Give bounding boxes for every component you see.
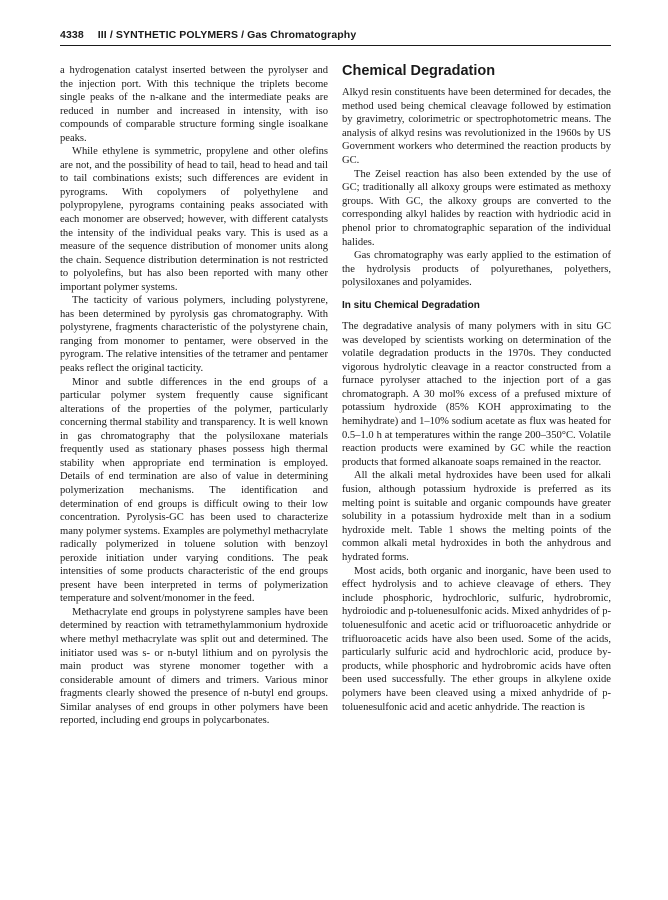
subsection-heading: In situ Chemical Degradation (342, 299, 480, 311)
page-number: 4338 (60, 29, 84, 41)
paragraph: The degradative analysis of many polymers with in situ GC was developed by scientists working on determination of the volatile degradation products in the 1970s. They conducted vigorous hydrolytic cleavage in a reactor constructed from a furnace pyrolyser attached to the injection port of a gas chromatograph. A 30 mol% excess of a prefused mixture of potassium hydroxide (85% KOH approximating to the hemihydrate) and 1–10% sodium acetate as flux was heated for 0.5–1.0 h at temperatures within the range 200–350°C. Volatile reaction products were examined by GC while the reaction products that formed alkanoate soaps remained in the reactor. (342, 320, 611, 468)
paragraph: Most acids, both organic and inorganic, have been used to effect hydrolysis and to achieve cleavage of ethers. They include phosphoric, hydrochloric, sulfuric, hydrobromic, hydroiodic and p-toluenesulfonic acids. Mixed anhydrides of p-toluenesulfonic and acetic acid or trifluoroacetic anhydride or trifluoroacetic acids have also been used. Some of the acids, particularly sulfuric acid and hydrochloric acid, produce by-products, while phosphoric and hydrobromic acids have often been used successfully. The ether groups in alkylene oxide polymers have been cleaved using a mixed anhydride of p-toluenesulfonic acid and acetic anhydride. The reaction is (342, 565, 611, 713)
paragraph: a hydrogenation catalyst inserted between the pyrolyser and the injection port. With this technique the triplets become single peaks of the n-alkane and the intermediate peaks are reduced in number and increased in intensity, with iso compounds of comparable structure forming single isoalkane peaks. (60, 65, 328, 144)
section-heading: Chemical Degradation (342, 63, 496, 79)
paragraph: The tacticity of various polymers, including polystyrene, has been determined by pyrolysis gas chromatography. With polystyrene, fragments characteristic of the polystyrene chain, ranging from monomer to pentamer, were observed in the pyrogram. The relative intensities of the tetramer and pentamer peaks reflect the original tacticity. (60, 295, 328, 375)
left-column (60, 64, 328, 728)
paragraph: Minor and subtle differences in the end groups of a particular polymer system frequently cause significant alterations of the properties of the polymer, particularly concerning thermal stability and transparency. It is well known in gas chromatography that the polysiloxane materials frequently used as stationary phases possess high thermal stability when appropriate end termination is employed. Details of end termination are also of value in determining polymerization mechanisms. The identification and determination of end groups is difficult owing to their low concentration. Pyrolysis-GC has been used to characterize many polymer systems. Examples are polymethyl methacrylate radically polymerized in toluene solution with benzoyl peroxide initiation under varying conditions. The peak intensities of some products characteristic of the end groups present have been interpreted in terms of polymerization temperature and solvent/monomer in the feed. (60, 376, 328, 605)
paragraph: All the alkali metal hydroxides have been used for alkali fusion, although potassium hydroxide is preferred as its melting point is suitable and organic compounds have greater solubility in a potassium hydroxide melt than in a sodium hydroxide melt. Table 1 shows the melting points of the common alkali metal hydroxides in both the anhydrous and hydrated forms. (342, 470, 611, 563)
running-header (60, 29, 611, 41)
running-title: III / SYNTHETIC POLYMERS / Gas Chromatography (97, 29, 357, 41)
paragraph: Alkyd resin constituents have been determined for decades, the method used being chemical cleavage followed by estimation by gravimetry, colorimetric or spectrophotometric means. The analysis of alkyd resins was revolutionized in the 1960s by US Government workers who determined the reaction products by GC. (342, 87, 611, 166)
paragraph: Methacrylate end groups in polystyrene samples have been determined by reaction with tetramethylammonium hydroxide where methyl methacrylate was split out and determined. The initiator used was s- or n-butyl lithium and on pyrolysis the main product was styrene monomer together with a considerable amount of dimers and trimers. Various minor fragments clearly showed the presence of n-butyl end groups. Similar analyses of end groups in other polymers have been reported, including end groups in polycarbonates. (60, 606, 328, 727)
paragraph: Gas chromatography was early applied to the estimation of the hydrolysis products of polyurethanes, polyethers, polysiloxanes and polyamides. (342, 250, 611, 289)
right-column (342, 63, 611, 714)
paragraph: The Zeisel reaction has also been extended by the use of GC; traditionally all alkoxy groups were estimated as methoxy groups. With GC, the alkoxy groups are converted to the corresponding alkyl halides by reaction with hydriodic acid in phenol prior to chromatographic separation of the individual halides. (342, 168, 611, 248)
paragraph: While ethylene is symmetric, propylene and other olefins are not, and the possibility of head to tail, head to head and tail to tail combinations exists; such differences are evident in pyrograms. With copolymers of polyethylene and polypropylene, pyrograms containing peaks associated with each monomer are observed; however, with different catalysts the intensity of the individual peaks vary. This is used as a measure of the sequence distribution of monomer units along the chain. Sequence distribution determination is not restricted to polyolefins, but has also been reported with many other important polymer systems. (60, 146, 328, 293)
header-rule (60, 45, 611, 46)
